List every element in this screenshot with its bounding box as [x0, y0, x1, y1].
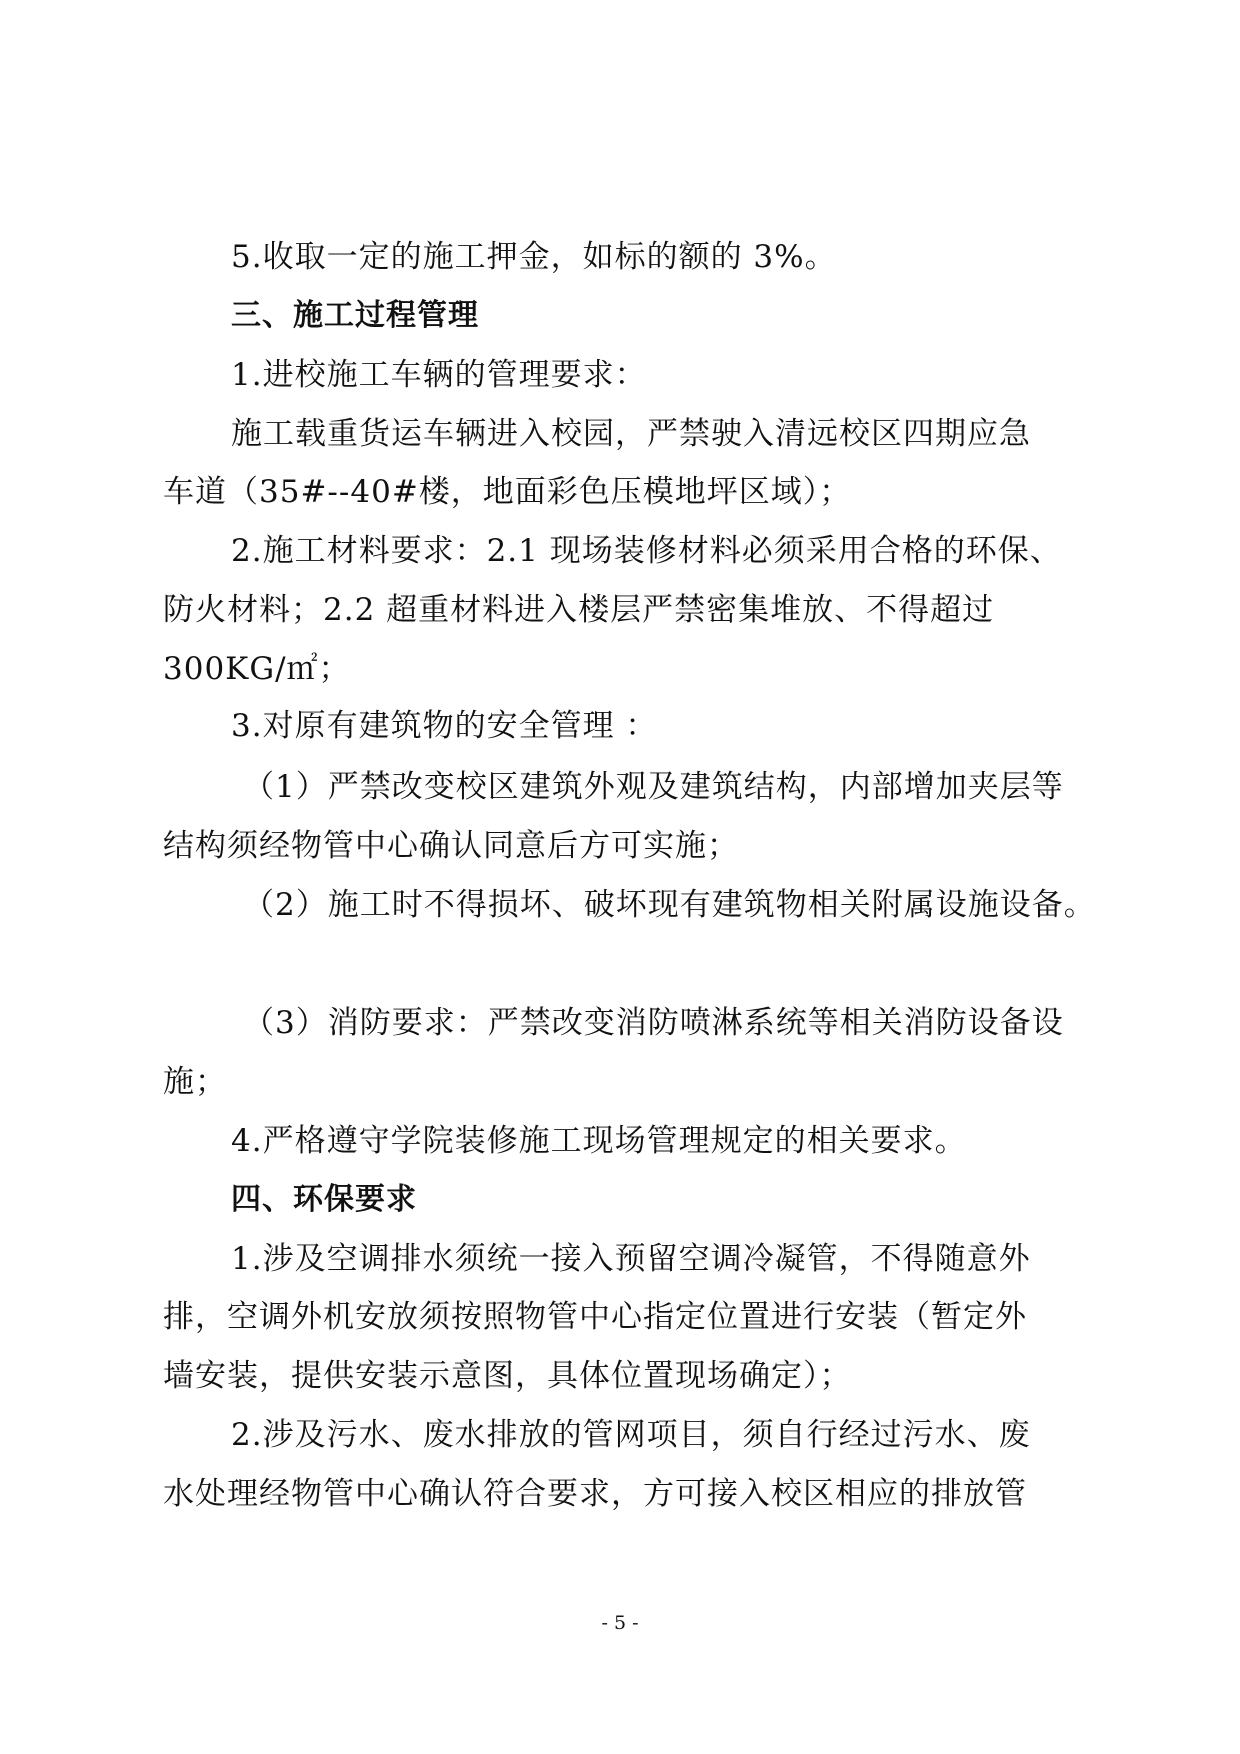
- item-aircon-line-1: 1.涉及空调排水须统一接入预留空调冷凝管，不得随意外: [231, 1241, 1031, 1277]
- paragraph-deposit: 5.收取一定的施工押金，如标的额的 3%。: [231, 239, 837, 275]
- section-heading-construction-management: 三、施工过程管理: [231, 298, 479, 333]
- item-materials-line-1: 2.施工材料要求：2.1 现场装修材料必须采用合格的环保、: [231, 533, 1062, 569]
- paragraph-vehicle-line-2: 车道（35#--40#楼，地面彩色压模地坪区域）；: [163, 474, 852, 510]
- page-number: - 5 -: [601, 1612, 639, 1634]
- item-site-regulations: 4.严格遵守学院装修施工现场管理规定的相关要求。: [231, 1123, 967, 1159]
- item-aircon-line-2: 排，空调外机安放须按照物管中心指定位置进行安装（暂定外: [163, 1299, 1027, 1335]
- item-wastewater-line-2: 水处理经物管中心确认符合要求，方可接入校区相应的排放管: [163, 1476, 1027, 1512]
- section-heading-environmental: 四、环保要求: [231, 1182, 417, 1217]
- paragraph-vehicle-line-1: 施工载重货运车辆进入校园，严禁驶入清远校区四期应急: [231, 416, 1031, 452]
- item-aircon-line-3: 墙安装，提供安装示意图，具体位置现场确定）；: [163, 1358, 852, 1394]
- item-building-safety: 3.对原有建筑物的安全管理 ：: [231, 708, 658, 744]
- item-materials-line-2: 防火材料；2.2 超重材料进入楼层严禁密集堆放、不得超过: [163, 592, 995, 628]
- subitem-1-line-1: （1）严禁改变校区建筑外观及建筑结构，内部增加夹层等: [243, 769, 1064, 805]
- item-materials-line-3: 300KG/㎡；: [163, 651, 351, 687]
- subitem-3-line-1: （3）消防要求：严禁改变消防喷淋系统等相关消防设备设: [243, 1005, 1064, 1041]
- subitem-3-line-2: 施；: [163, 1064, 227, 1100]
- item-wastewater-line-1: 2.涉及污水、废水排放的管网项目，须自行经过污水、废: [231, 1417, 1031, 1453]
- subitem-2: （2）施工时不得损坏、破坏现有建筑物相关附属设施设备。: [243, 887, 1096, 923]
- subitem-1-line-2: 结构须经物管中心确认同意后方可实施；: [163, 828, 739, 864]
- item-vehicle-requirements: 1.进校施工车辆的管理要求：: [231, 357, 647, 393]
